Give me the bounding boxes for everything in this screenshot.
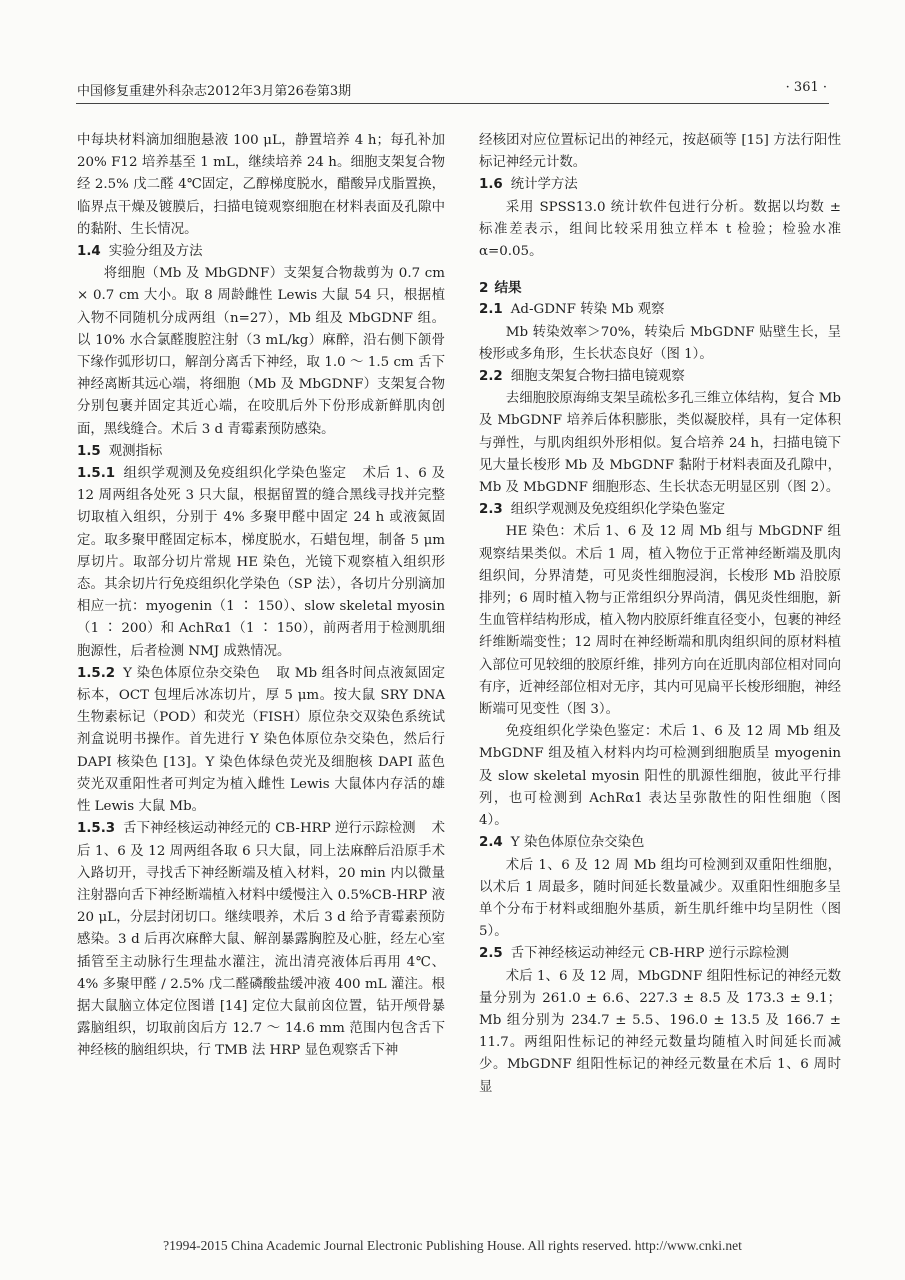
header-rule [76,103,829,104]
section-heading [479,299,841,321]
section-title: 组织学观测及免疫组织化学染色鉴定 [510,502,725,518]
subsection-title: 舌下神经核运动神经元的 CB-HRP 逆行示踪检测 [123,821,416,837]
chapter-heading [479,277,841,299]
section-heading [77,441,445,463]
paragraph: 术后 1、6 及 12 周，MbGDNF 组阳性标记的神经元数量分别为 261.0 ± 6.6、227.3 ± 8.5 及 173.3 ± 9.1；Mb 组分别为 234.7 ± 5.5、196.0 ± 13.5 及 166.7 ± 11.7。两组阳性标记的神经元数量均随植入时间延长而减少。MbGDNF 组阳性标记的神经元数量在术后 1、6 周时显 [479,968,841,1095]
paragraph-text: 术后 1、6 及 12 周两组各处死 3 只大鼠，根据留置的缝合黑线寻找并完整切取植入组织，分别于 4% 多聚甲醛中固定 24 h 或液氮固定。取多聚甲醛固定标本，梯度脱水，石蜡包埋，制备 5 μm 厚切片。取部分切片常规 HE 染色，光镜下观察植入组织形态。其余切片行免疫组织化学染色（SP 法），各切片分别滴加相应一抗：myogenin（1 ∶ 150）、slow skeletal myosin（1 ∶ 200）和 AchRα1（1 ∶ 150），前两者用于检测肌细胞源性，后者检测 NMJ 成熟情况。 [77,466,445,659]
paragraph: 免疫组织化学染色鉴定：术后 1、6 及 12 周 Mb 组及 MbGDNF 组及植入材料内均可检测到细胞质呈 myogenin 及 slow skeletal myosin 阳性的肌源性细胞，彼此平行排列，也可检测到 AchRα1 表达呈弥散性的阳性细胞（图 4）。 [479,724,841,829]
subsection-number: 1.5.1 [77,466,116,482]
paragraph: 采用 SPSS13.0 统计软件包进行分析。数据以均数 ± 标准差表示，组间比较采用独立样本 t 检验；检验水准 α=0.05。 [479,199,841,260]
paragraph [77,663,445,818]
subsection-number: 1.5.2 [77,665,116,681]
right-column [479,130,841,1099]
paragraph: 将细胞（Mb 及 MbGDNF）支架复合物裁剪为 0.7 cm × 0.7 cm 大小。取 8 周龄雌性 Lewis 大鼠 54 只，根据植入物不同随机分成两组（n=27），Mb 组及 MbGDNF 组。以 10% 水合氯醛腹腔注射（3 mL/kg）麻醉，沿右侧下颌骨下缘作弧形切口，解剖分离舌下神经，取 1.0 ～ 1.5 cm 舌下神经离断其远心端，将细胞（Mb 及 MbGDNF）支架复合物分别包裹并固定其近心端，在咬肌后外下份形成新鲜肌肉创面，黑线缝合。术后 3 d 青霉素预防感染。 [77,266,445,437]
section-number: 2.4 [479,835,503,851]
section-title: Y 染色体原位杂交染色 [510,835,645,851]
subsection-title: Y 染色体原位杂交染色 [123,665,261,681]
section-title: Ad-GDNF 转染 Mb 观察 [510,302,665,318]
subsection-title: 组织学观测及免疫组织化学染色鉴定 [123,466,347,482]
section-title: 细胞支架复合物扫描电镜观察 [510,369,685,385]
chapter-title: 结果 [494,280,522,297]
paragraph [77,818,445,1062]
paragraph: 经核团对应位置标记出的神经元，按赵硕等 [15] 方法行阳性标记神经元计数。 [479,133,841,171]
paragraph: 中每块材料滴加细胞悬液 100 μL，静置培养 4 h；每孔补加 20% F12 培养基至 1 mL，继续培养 24 h。细胞支架复合物经 2.5% 戊二醛 4℃固定，乙醇梯度脱水，醋酸异戊脂置换，临界点干燥及镀膜后，扫描电镜观察细胞在材料表面及孔隙中的黏附、生长情况。 [77,133,445,237]
copyright-footer: ?1994-2015 China Academic Journal Electronic Publishing House. All rights reserved. http://www.cnki.net [163,1238,742,1253]
section-heading [479,943,841,965]
section-heading [479,499,841,521]
section-number: 1.5 [77,443,101,459]
paragraph: 术后 1、6 及 12 周 Mb 组均可检测到双重阳性细胞，以术后 1 周最多，随时间延长数量减少。双重阳性细胞多呈单个分布于材料或细胞外基质，新生肌纤维中均呈阴性（图 5）。 [479,857,841,940]
section-title: 舌下神经核运动神经元 CB-HRP 逆行示踪检测 [510,946,790,962]
section-gap [479,263,841,277]
left-column [77,130,445,1063]
section-number: 2.5 [479,946,503,962]
subsection-number: 1.5.3 [77,821,116,837]
section-number: 2.2 [479,369,503,385]
chapter-number: 2 [479,280,489,297]
section-title: 统计学方法 [510,177,578,193]
section-heading [77,241,445,263]
section-heading [479,832,841,854]
paragraph: 去细胞胶原海绵支架呈疏松多孔三维立体结构，复合 Mb 及 MbGDNF 培养后体积膨胀，类似凝胶样，具有一定体积与弹性，与肌肉组织外形相似。复合培养 24 h，扫描电镜下见大量长梭形 Mb 及 MbGDNF 黏附于材料表面及孔隙中，Mb 及 MbGDNF 细胞形态、生长状态无明显区别（图 2）。 [479,391,841,496]
section-heading [479,366,841,388]
page-number: · 361 · [785,80,827,95]
section-number: 1.4 [77,244,101,260]
section-number: 2.3 [479,502,503,518]
section-heading [479,174,841,196]
section-number: 2.1 [479,302,503,318]
paragraph: Mb 转染效率＞70%，转染后 MbGDNF 贴壁生长，呈梭形或多角形，生长状态良好（图 1）。 [479,324,841,362]
running-header-journal: 中国修复重建外科杂志2012年3月第26卷第3期 [77,84,352,99]
paragraph-text: 术后 1、6 及 12 周两组各取 6 只大鼠，同上法麻醉后沿原手术入路切开，寻找舌下神经断端及植入材料，20 min 内以微量注射器向舌下神经断端植入材料中缓慢注入 0.5%CB-HRP 液 20 μL，分层封闭切口。继续喂养，术后 3 d 给予青霉素预防感染。3 d 后再次麻醉大鼠、解剖暴露胸腔及心脏，经左心室插管至主动脉行生理盐水灌注，流出清亮液体后再用 4℃、4% 多聚甲醛 / 2.5% 戊二醛磷酸盐缓冲液 400 mL 灌注。根据大鼠脑立体定位图谱 [14] 定位大鼠前囟位置，钻开颅骨暴露脑组织，切取前囟后方 12.7 ～ 14.6 mm 范围内包含舌下神经核的脑组织块，行 TMB 法 HRP 显色观察舌下神 [77,821,445,1059]
paragraph [77,463,445,663]
section-title: 实验分组及方法 [108,244,203,260]
section-number: 1.6 [479,177,503,193]
section-title: 观测指标 [108,443,163,459]
paragraph-text: 取 Mb 组各时间点液氮固定标本，OCT 包埋后冰冻切片，厚 5 μm。按大鼠 SRY DNA 生物素标记（POD）和荧光（FISH）原位杂交双染色系统试剂盒说明书操作。首先进行 Y 染色体原位杂交染色，然后行 DAPI 核染色 [13]。Y 染色体绿色荧光及细胞核 DAPI 蓝色荧光双重阳性者可判定为植入雌性 Lewis 大鼠体内存活的雄性 Lewis 大鼠 Mb。 [77,665,445,815]
paragraph: HE 染色：术后 1、6 及 12 周 Mb 组与 MbGDNF 组观察结果类似。术后 1 周，植入物位于正常神经断端及肌肉组织间，分界清楚，可见炎性细胞浸润，长梭形 Mb 沿胶原排列；6 周时植入物与正常组织分界尚清，偶见炎性细胞，新生血管样结构形成，植入物内胶原纤维直径变小，包裹的神经纤维断端变性；12 周时在神经断端和肌肉组织间的原材料植入部位可见较细的胶原纤维，排列方向在近肌肉部位相对同向有序，近神经部位相对无序，其内可见扁平长梭形细胞，神经断端可见变性（图 3）。 [479,524,841,718]
